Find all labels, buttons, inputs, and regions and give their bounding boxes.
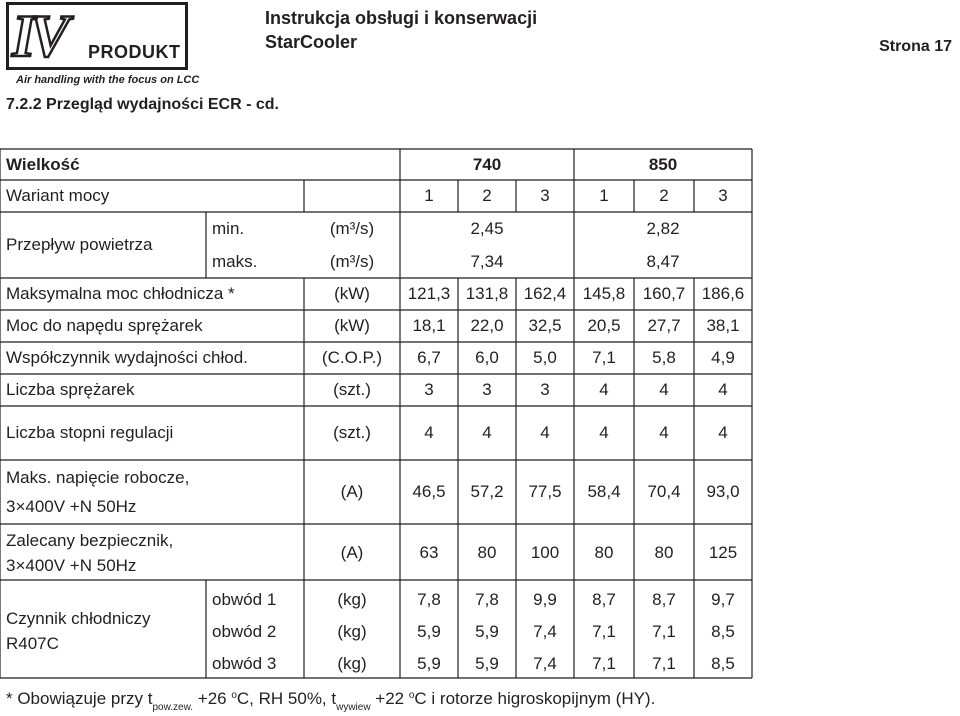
value-cell: 18,1 xyxy=(412,316,446,335)
circuit-unit: (kg) xyxy=(337,654,367,673)
value-cell: 131,8 xyxy=(465,284,509,303)
value-cell: 5,9 xyxy=(417,622,441,641)
footnote xyxy=(6,689,655,713)
row-label: Współczynnik wydajności chłod. xyxy=(6,348,248,367)
airflow-max-740: 7,34 xyxy=(470,252,504,271)
value-cell: 32,5 xyxy=(528,316,562,335)
page-number: Strona 17 xyxy=(879,38,952,55)
value-cell: 4 xyxy=(482,423,492,442)
value-cell: 80 xyxy=(594,543,614,562)
size-label: Wielkość xyxy=(6,155,80,174)
value-cell: 4 xyxy=(540,423,550,442)
value-cell: 8,7 xyxy=(652,590,676,609)
row-unit: (szt.) xyxy=(333,423,371,442)
row-unit: (C.O.P.) xyxy=(321,348,383,367)
value-cell: 80 xyxy=(477,543,497,562)
value-cell: 8,7 xyxy=(592,590,616,609)
fuse-label-line-1: Zalecany bezpiecznik, xyxy=(6,531,174,550)
company-logo xyxy=(6,2,200,92)
value-cell: 8,5 xyxy=(711,654,735,673)
value-cell: 22,0 xyxy=(470,316,504,335)
airflow-label: Przepływ powietrza xyxy=(6,235,153,254)
footnote-text: C, RH 50%, t xyxy=(236,689,337,708)
footnote-sub-supply: wywiew xyxy=(336,702,371,713)
row-unit: (szt.) xyxy=(333,380,371,399)
airflow-max-850: 8,47 xyxy=(646,252,680,271)
footnote-text: * Obowiązuje przy t xyxy=(6,689,153,708)
footnote-degree: o xyxy=(408,690,415,701)
value-cell: 160,7 xyxy=(642,284,686,303)
document-title-line-1: Instrukcja obsługi i konserwacji xyxy=(265,8,538,28)
fuse-unit: (A) xyxy=(340,543,364,562)
document-title xyxy=(265,6,537,54)
value-cell: 63 xyxy=(419,543,439,562)
value-cell: 3 xyxy=(482,380,492,399)
value-cell: 5,8 xyxy=(652,348,676,367)
voltage-unit: (A) xyxy=(340,482,364,501)
size-740: 740 xyxy=(472,155,502,174)
value-cell: 145,8 xyxy=(582,284,626,303)
footnote-sub-outdoor: pow.zew. xyxy=(152,702,194,713)
footnote-degree: o xyxy=(231,690,237,701)
value-cell: 7,1 xyxy=(652,654,676,673)
value-cell: 7,1 xyxy=(592,348,616,367)
row-label: Liczba sprężarek xyxy=(6,380,135,399)
value-cell: 7,8 xyxy=(417,590,441,609)
variant-cell: 2 xyxy=(482,186,492,205)
row-label: Maksymalna moc chłodnicza * xyxy=(6,284,235,303)
value-cell: 5,9 xyxy=(417,654,441,673)
footnote-text: +26 xyxy=(193,689,232,708)
value-cell: 4 xyxy=(599,423,609,442)
variant-cell: 3 xyxy=(540,186,550,205)
circuit-label: obwód 3 xyxy=(212,654,277,673)
value-cell: 77,5 xyxy=(528,482,562,501)
value-cell: 6,7 xyxy=(417,348,441,367)
airflow-min-740: 2,45 xyxy=(470,219,504,238)
size-850: 850 xyxy=(648,155,678,174)
value-cell: 57,2 xyxy=(470,482,504,501)
refrigerant-label-line-1: Czynnik chłodniczy xyxy=(6,609,151,628)
value-cell: 7,4 xyxy=(533,622,557,641)
variant-cell: 3 xyxy=(718,186,728,205)
row-label: Liczba stopni regulacji xyxy=(6,423,174,442)
value-cell: 9,7 xyxy=(711,590,735,609)
value-cell: 70,4 xyxy=(647,482,681,501)
value-cell: 5,0 xyxy=(533,348,557,367)
logo-tagline: Air handling with the focus on LCC xyxy=(16,74,200,86)
variant-cell: 1 xyxy=(599,186,609,205)
variant-cell: 1 xyxy=(424,186,434,205)
value-cell: 4 xyxy=(659,423,669,442)
airflow-min-unit: (m³/s) xyxy=(329,219,375,238)
value-cell: 9,9 xyxy=(533,590,557,609)
value-cell: 46,5 xyxy=(412,482,446,501)
circuit-unit: (kg) xyxy=(337,590,367,609)
row-label: Moc do napędu sprężarek xyxy=(6,316,203,335)
value-cell: 7,1 xyxy=(592,654,616,673)
value-cell: 38,1 xyxy=(706,316,740,335)
value-cell: 3 xyxy=(424,380,434,399)
value-cell: 6,0 xyxy=(475,348,499,367)
fuse-label-line-2: 3×400V +N 50Hz xyxy=(6,556,137,575)
variant-cell: 2 xyxy=(659,186,669,205)
value-cell: 7,8 xyxy=(475,590,499,609)
value-cell: 100 xyxy=(530,543,560,562)
value-cell: 27,7 xyxy=(647,316,681,335)
voltage-label-line-1: Maks. napięcie robocze, xyxy=(6,468,190,487)
row-unit: (kW) xyxy=(334,316,370,335)
value-cell: 125 xyxy=(708,543,738,562)
airflow-max-label: maks. xyxy=(212,252,258,271)
airflow-max-unit: (m³/s) xyxy=(329,252,375,271)
value-cell: 121,3 xyxy=(407,284,451,303)
value-cell: 4 xyxy=(659,380,669,399)
value-cell: 186,6 xyxy=(701,284,745,303)
logo-text: PRODUKT xyxy=(88,42,181,62)
document-title-line-2: StarCooler xyxy=(265,32,358,52)
circuit-label: obwód 1 xyxy=(212,590,277,609)
logo-mark: IV xyxy=(12,3,64,69)
value-cell: 7,1 xyxy=(592,622,616,641)
footnote-text: +22 xyxy=(370,689,409,708)
value-cell: 4 xyxy=(718,380,728,399)
value-cell: 4 xyxy=(599,380,609,399)
airflow-min-label: min. xyxy=(212,219,245,238)
footnote-text: C i rotorze higroskopijnym (HY). xyxy=(414,689,656,708)
circuit-label: obwód 2 xyxy=(212,622,277,641)
refrigerant-label-line-2: R407C xyxy=(6,634,59,653)
value-cell: 20,5 xyxy=(587,316,621,335)
value-cell: 4 xyxy=(718,423,728,442)
value-cell: 5,9 xyxy=(475,622,499,641)
circuit-unit: (kg) xyxy=(337,622,367,641)
value-cell: 5,9 xyxy=(475,654,499,673)
value-cell: 80 xyxy=(654,543,674,562)
variant-label: Wariant mocy xyxy=(6,186,110,205)
value-cell: 58,4 xyxy=(587,482,621,501)
airflow-min-850: 2,82 xyxy=(646,219,680,238)
value-cell: 7,4 xyxy=(533,654,557,673)
value-cell: 8,5 xyxy=(711,622,735,641)
voltage-label-line-2: 3×400V +N 50Hz xyxy=(6,497,137,516)
value-cell: 162,4 xyxy=(523,284,567,303)
row-unit: (kW) xyxy=(334,284,370,303)
value-cell: 4,9 xyxy=(711,348,735,367)
value-cell: 7,1 xyxy=(652,622,676,641)
value-cell: 93,0 xyxy=(706,482,740,501)
value-cell: 4 xyxy=(424,423,434,442)
value-cell: 3 xyxy=(540,380,550,399)
section-title: 7.2.2 Przegląd wydajności ECR - cd. xyxy=(6,96,279,113)
